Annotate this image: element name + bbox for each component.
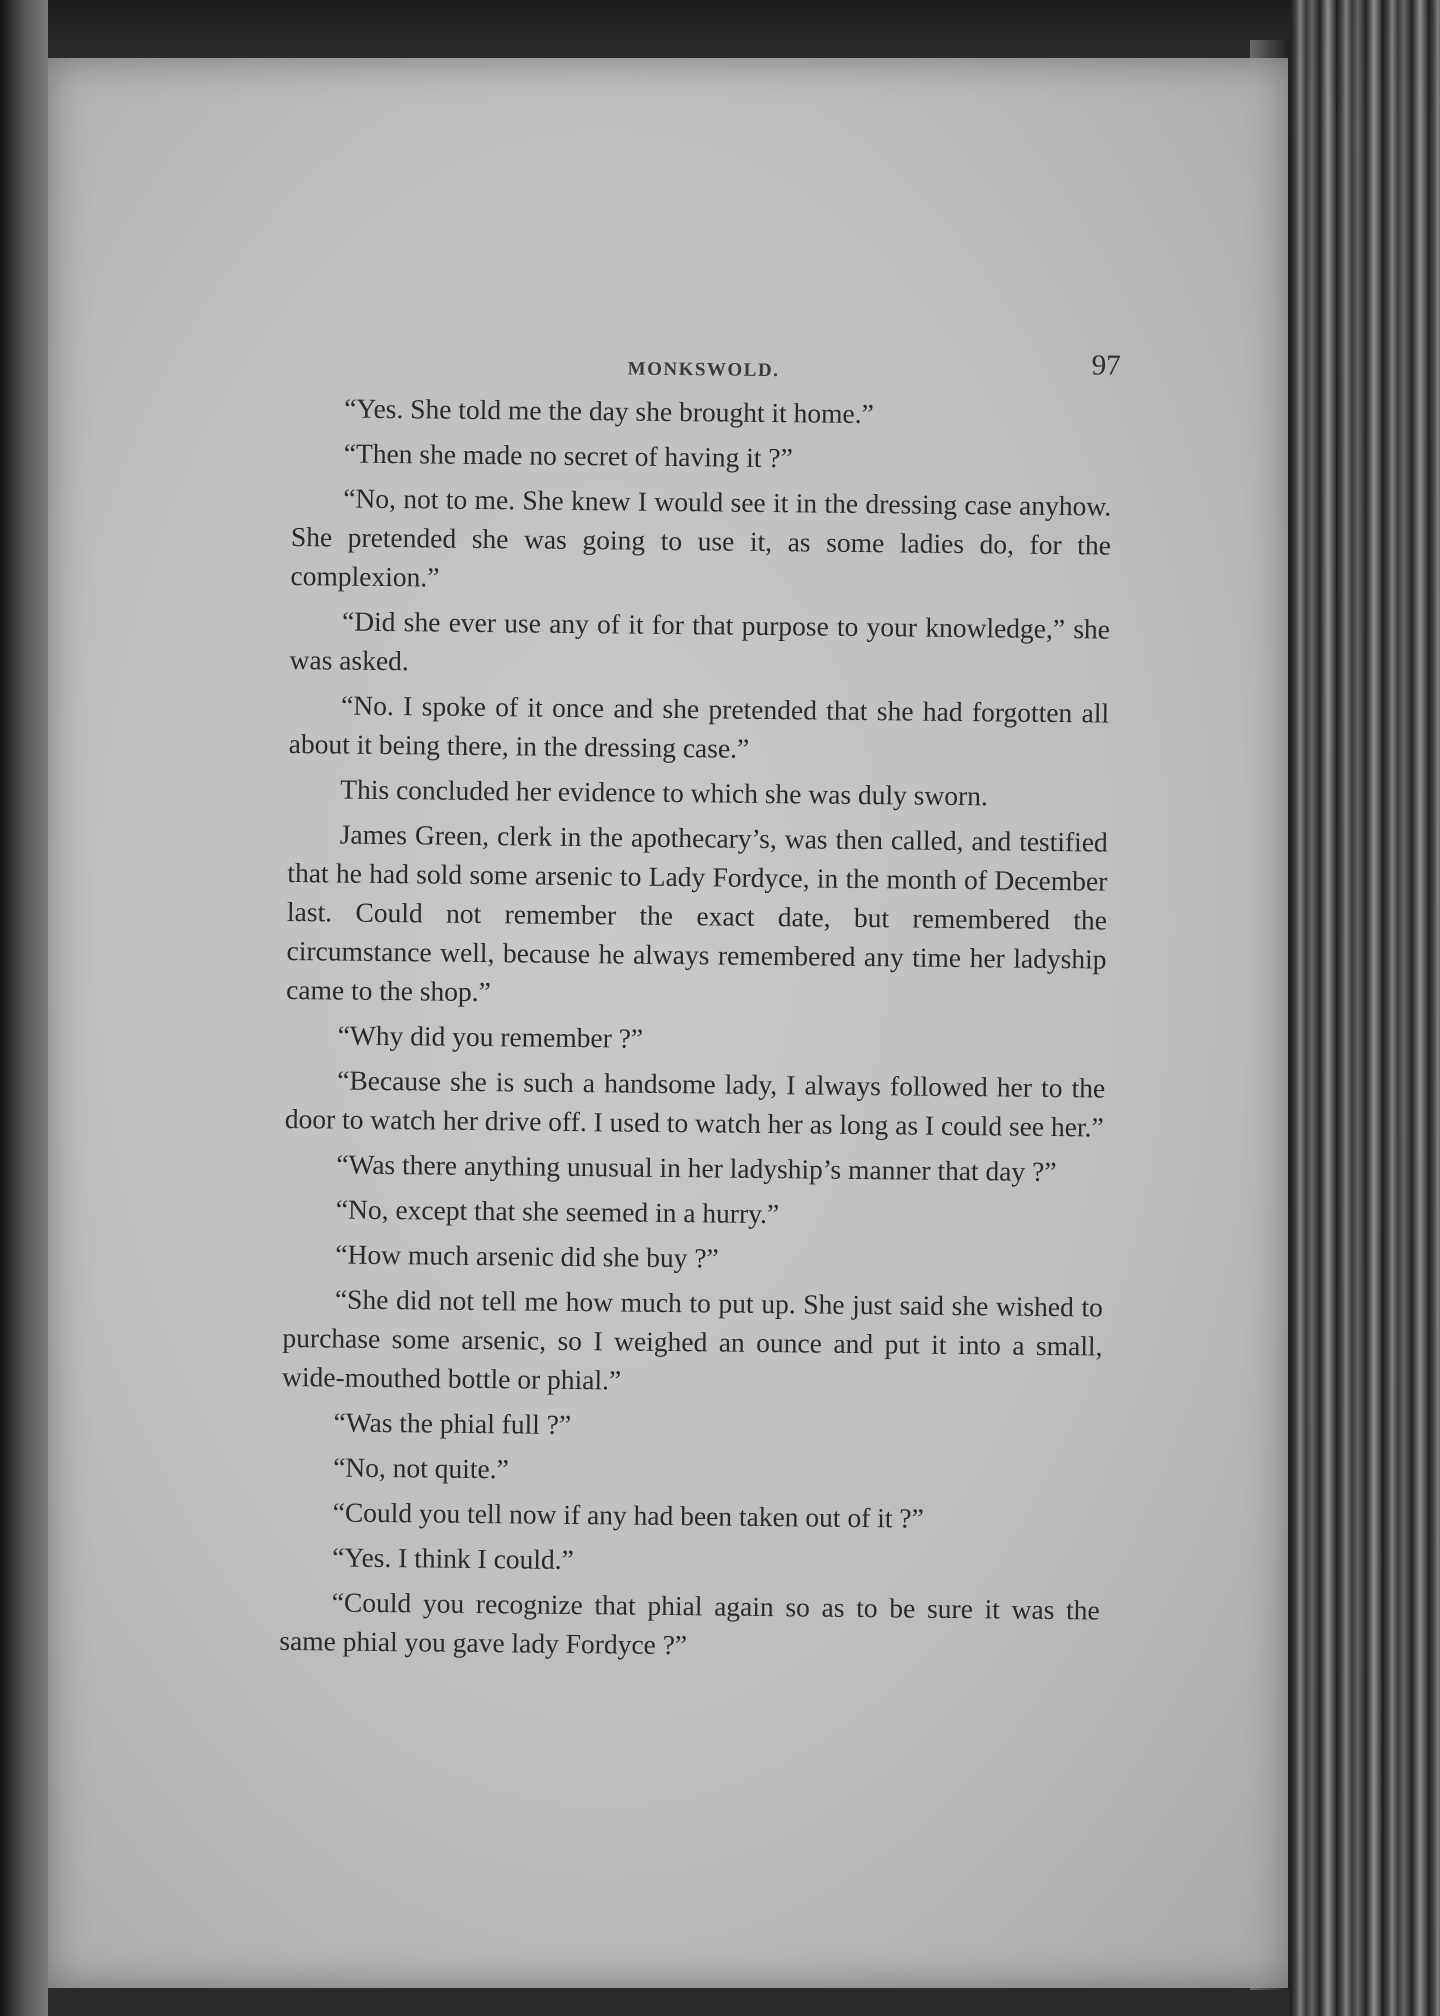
paragraph: James Green, clerk in the apothecary’s, was then called, and testified that he had sold some arsenic to Lady Fordyce, in the month of December last. Could not remember the exact date, but remembered the circumstance well, because he always remembered any time her ladyship came to the shop.” bbox=[286, 818, 1108, 1008]
paragraph: “Because she is such a handsome lady, I always followed her to the door to watch her drive off. I used to watch her as long as I could see her.” bbox=[284, 1064, 1106, 1143]
paragraph: “She did not tell me how much to put up. She just said she wished to purchase some arsenic, so I weighed an ounce and put it into a small, wide-mouthed bottle or phial.” bbox=[281, 1283, 1104, 1396]
paragraph: “Could you recognize that phial again so as to be sure it was the same phial you gave lady Fordyce ?” bbox=[279, 1586, 1100, 1661]
paragraph: “Then she made no secret of having it ?” bbox=[343, 437, 793, 474]
paragraph: “Could you tell now if any had been taken out of it ?” bbox=[332, 1496, 924, 1534]
running-head bbox=[293, 338, 1121, 387]
paragraph: “Was there anything unusual in her ladyship’s manner that day ?” bbox=[336, 1148, 1057, 1188]
page-number: 97 bbox=[1091, 349, 1121, 382]
paragraph: “Yes. I think I could.” bbox=[332, 1541, 575, 1576]
paragraph: “Did she ever use any of it for that purpose to your knowledge,” she was asked. bbox=[289, 605, 1111, 677]
page-content bbox=[279, 338, 1121, 1675]
book-binding-edge bbox=[1290, 0, 1440, 2016]
paragraph: “No, except that she seemed in a hurry.” bbox=[335, 1193, 780, 1230]
paragraph: “Why did you remember ?” bbox=[337, 1019, 644, 1054]
book-page bbox=[48, 58, 1288, 1988]
paragraph: “No. I spoke of it once and she pretended that she had forgotten all about it being there, in the dressing case.” bbox=[288, 689, 1110, 764]
paragraph: “No, not to me. She knew I would see it in the dressing case anyhow. She pretended she was going to use it, as some ladies do, for the complexion.” bbox=[290, 482, 1112, 593]
running-title: MONKSWOLD. bbox=[627, 358, 780, 382]
paragraph: “No, not quite.” bbox=[333, 1451, 509, 1485]
paragraph: This concluded her evidence to which she was duly sworn. bbox=[340, 773, 989, 812]
left-scan-edge bbox=[0, 0, 48, 2016]
paragraph: “Yes. She told me the day she brought it home.” bbox=[344, 392, 874, 430]
paragraph: “How much arsenic did she buy ?” bbox=[335, 1238, 719, 1274]
paragraph: “Was the phial full ?” bbox=[333, 1406, 572, 1440]
